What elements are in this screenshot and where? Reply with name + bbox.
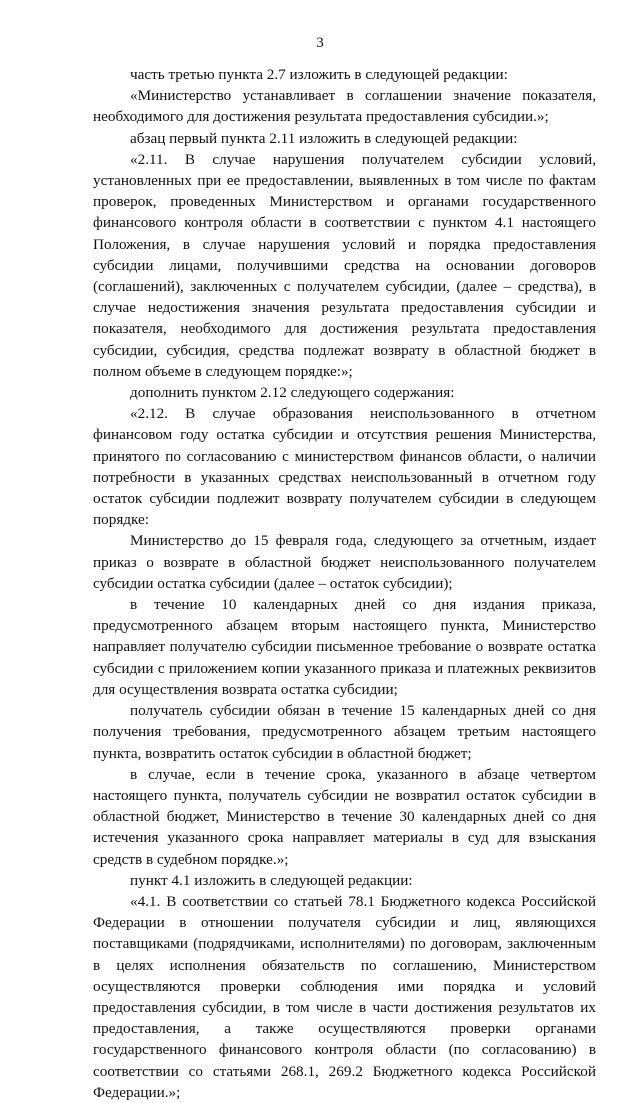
paragraph-amend-4-1: пункт 4.1 изложить в следующей редакции: bbox=[130, 871, 413, 889]
paragraph-add-2-12: дополнить пунктом 2.12 следующего содержания: bbox=[130, 384, 455, 402]
paragraph-quote-2-11: «2.11. В случае нарушения получателем субсидии условий, установленных при ее предоставлении, выявленных в том числе по фактам проверок, проведенных Министерством и органами государственного финансового контроля области в соответствии с пунктом 4.1 настоящего Положения, в случае нарушения условий и порядка предоставления субсидии лицами, получившими средства на основании договоров (соглашений), заключенных с получателем субсидии, (далее – средства), в случае недостижения значения результата предоставления субсидии и показателя, необходимого для достижения результата предоставления субсидии, субсидия, средства подлежат возврату в областной бюджет в полном объеме в следующем порядке:»; bbox=[93, 150, 596, 380]
paragraph-quote-2-7: «Министерство устанавливает в соглашении значение показателя, необходимого для достижения результата предоставления субсидии.»; bbox=[93, 87, 596, 126]
paragraph-amend-2-7: часть третью пункта 2.7 изложить в следующей редакции: bbox=[130, 66, 508, 83]
document-body bbox=[93, 64, 596, 1103]
paragraph-amend-2-11: абзац первый пункта 2.11 изложить в следующей редакции: bbox=[130, 129, 518, 147]
paragraph-requirement-notice: в течение 10 календарных дней со дня издания приказа, предусмотренного абзацем вторым настоящего пункта, Министерство направляет получателю субсидии письменное требование о возврате остатка субсидии с приложением копии указанного приказа и платежных реквизитов для осуществления возврата остатка субсидии; bbox=[93, 596, 596, 698]
paragraph-return-obligation: получатель субсидии обязан в течение 15 календарных дней со дня получения требования, предусмотренного абзацем третьим настоящего пункта, возвратить остаток субсидии в областной бюджет; bbox=[93, 702, 596, 762]
paragraph-order-deadline: Министерство до 15 февраля года, следующего за отчетным, издает приказ о возврате в областной бюджет неиспользованного получателем субсидии остатка субсидии (далее – остаток субсидии); bbox=[93, 532, 596, 592]
paragraph-quote-2-12: «2.12. В случае образования неиспользованного в отчетном финансовом году остатка субсидии и отсутствия решения Министерства, принятого по согласованию с министерством финансов области, о наличии потребности в указанных средствах неиспользованный в отчетном году остаток субсидии подлежит возврату получателем субсидии в следующем порядке: bbox=[93, 405, 596, 529]
page-number: 3 bbox=[316, 35, 324, 51]
paragraph-court-recovery: в случае, если в течение срока, указанного в абзаце четвертом настоящего пункта, получатель субсидии не возвратил остаток субсидии в областной бюджет, Министерство в течение 30 календарных дней со дня истечения указанного срока направляет материалы в суд для взыскания средств в судебном порядке.»; bbox=[93, 765, 596, 868]
paragraph-quote-4-1: «4.1. В соответствии со статьей 78.1 Бюджетного кодекса Российской Федерации в отношении получателя субсидии и лиц, являющихся поставщиками (подрядчиками, исполнителями) по договорам, заключенным в целях исполнения обязательств по соглашению, Министерством осуществляются проверки соблюдения ими порядка и условий предоставления субсидии, в том числе в части достижения результатов их предоставления, а также осуществляются проверки органами государственного финансового контроля области (по согласованию) в соответствии со статьями 268.1, 269.2 Бюджетного кодекса Российской Федерации.»; bbox=[93, 892, 596, 1101]
